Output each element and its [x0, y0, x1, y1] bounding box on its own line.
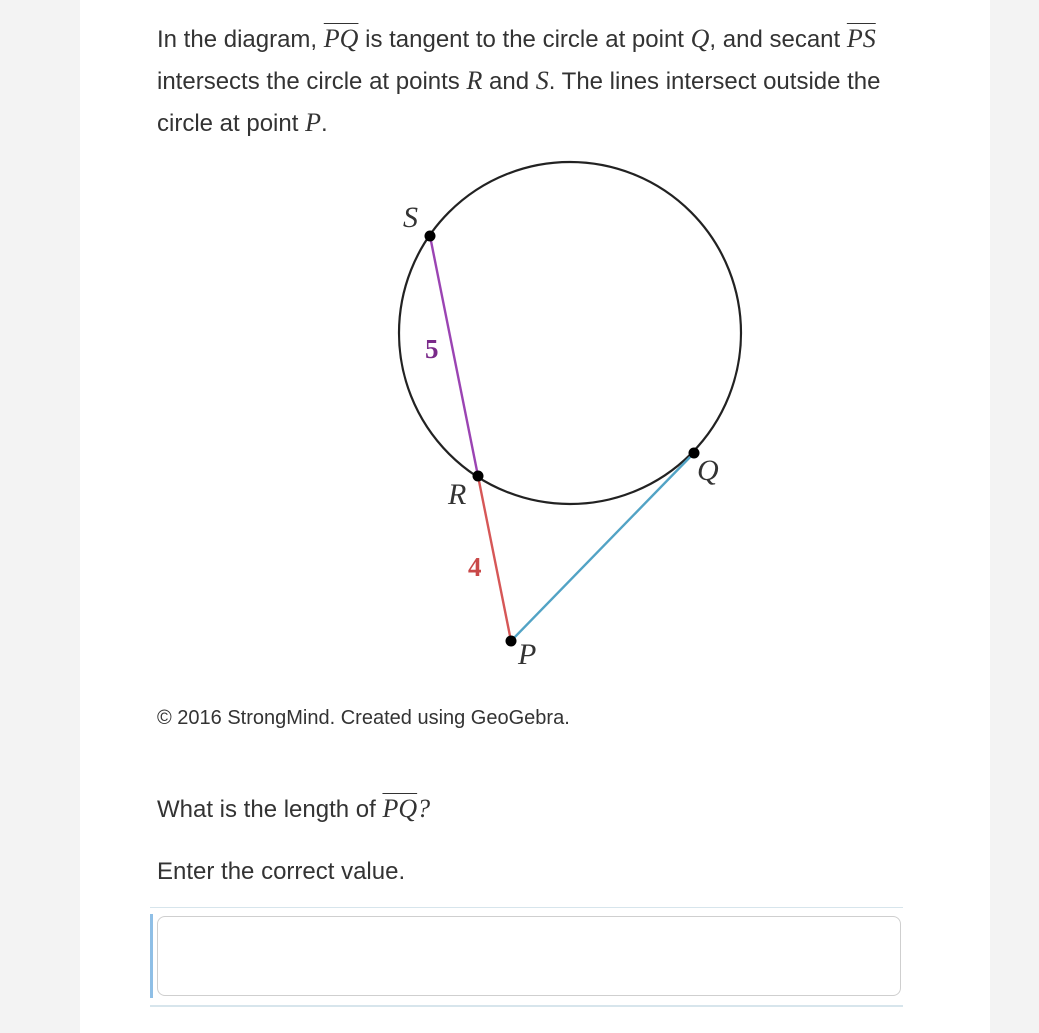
- geometry-diagram: [380, 150, 760, 680]
- problem-text: is tangent to the circle at point: [358, 26, 691, 53]
- label-p: P: [518, 638, 537, 671]
- label-sr-length: 5: [425, 334, 439, 364]
- problem-text: and: [482, 68, 536, 95]
- point-p: P: [305, 108, 321, 137]
- problem-text: intersects the circle at points: [157, 68, 467, 95]
- answer-field-container: [150, 907, 903, 1007]
- point-q: Q: [690, 24, 710, 53]
- answer-input[interactable]: [157, 916, 901, 996]
- label-r: R: [448, 478, 467, 511]
- problem-text: , and secant: [709, 26, 847, 53]
- point-s-dot: [425, 231, 436, 242]
- question-prompt: [157, 789, 430, 830]
- problem-text: .: [320, 110, 328, 137]
- point-p-dot: [506, 636, 517, 647]
- point-r-dot: [473, 471, 484, 482]
- question-segment-pq: $\overline{PQ}$: [382, 794, 418, 823]
- question-text: What is the length of: [157, 796, 383, 823]
- problem-statement: [157, 18, 927, 144]
- problem-text: . The lines intersect outside the circle at point: [157, 68, 881, 137]
- label-s: S: [403, 201, 418, 234]
- segment-pq: $\overline{PQ}$: [323, 24, 359, 53]
- image-credit: © 2016 StrongMind. Created using GeoGebra.: [157, 707, 570, 729]
- segment-pq-line: [511, 453, 694, 641]
- question-mark: ?: [417, 794, 431, 823]
- segment-rp-line: [478, 476, 511, 641]
- point-s: S: [535, 66, 549, 95]
- label-q: Q: [697, 454, 719, 487]
- answer-focus-indicator: [150, 914, 153, 998]
- point-r: R: [466, 66, 483, 95]
- problem-text: In the diagram,: [157, 26, 324, 53]
- label-rp-length: 4: [468, 552, 482, 582]
- instruction-text: Enter the correct value.: [157, 858, 406, 885]
- segment-ps: $\overline{PS}$: [846, 24, 876, 53]
